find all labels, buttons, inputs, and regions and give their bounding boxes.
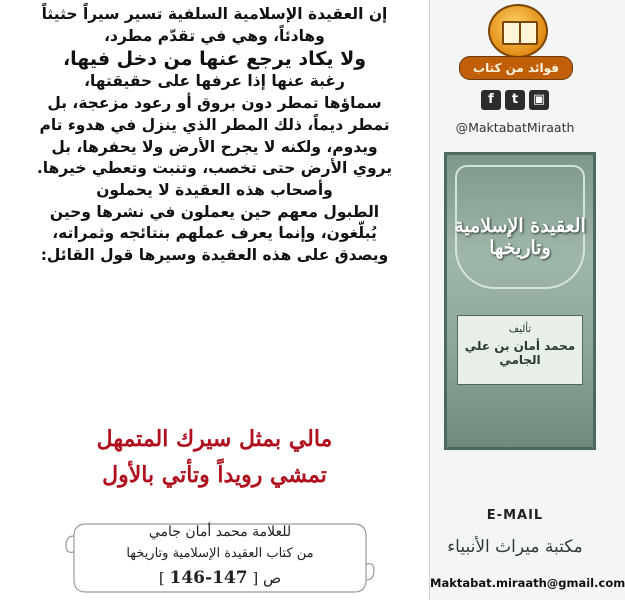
- quote-line: ويدوم، ولكنه لا يجرح الأرض ولا يحفرها، بل: [51, 137, 378, 156]
- instagram-icon[interactable]: ▣: [529, 90, 549, 110]
- quote-line: وأصحاب هذه العقيدة لا يحملون: [96, 180, 333, 199]
- book-title: العقيدة الإسلامية وتاريخها: [454, 215, 586, 259]
- pages-prefix: ص [: [252, 569, 282, 587]
- source-pages: [70, 565, 370, 591]
- book-icon: [488, 4, 548, 58]
- quote-text: [6, 4, 423, 267]
- source-book: من كتاب العقيدة الإسلامية وتاريخها: [126, 546, 314, 561]
- quote-line: الطبول معهم حين يعملون في نشرها وحين: [49, 202, 380, 221]
- logo-banner-text: فوائد من كتاب: [459, 56, 573, 80]
- pages-suffix: ]: [158, 569, 165, 587]
- social-icons: [477, 90, 553, 112]
- email-label: E-MAIL: [486, 508, 544, 523]
- twitter-icon[interactable]: t: [505, 90, 525, 110]
- email-address[interactable]: Maktabat.miraath@gmail.com: [430, 576, 625, 590]
- verse-line-2: تمشي رويداً وتأتي بالأول: [102, 462, 327, 488]
- benefits-logo: [453, 4, 577, 84]
- quote-line: سماؤها تمطر دون بروق أو رعود مزعجة، بل: [47, 94, 382, 113]
- author-plate: [457, 315, 583, 385]
- pages-number: 147-146: [169, 568, 248, 588]
- sidebar: [430, 0, 625, 600]
- library-logo: مكتبة ميراث الأنبياء: [447, 537, 583, 557]
- quote-line: تمطر ديماً، ذلك المطر الذي ينزل في هدوء تام: [39, 115, 390, 134]
- quote-line: رغبة عنها إذا عرفها على حقيقتها،: [84, 72, 345, 91]
- quote-line: وهادئاً، وهي في تقدّم مطرد،: [104, 26, 325, 45]
- facebook-icon[interactable]: f: [481, 90, 501, 110]
- book-cover: [444, 152, 596, 450]
- source-citation: [70, 521, 370, 593]
- author-name: محمد أمان بن علي الجامي: [464, 339, 576, 367]
- social-handle[interactable]: @MaktabatMiraath: [455, 120, 575, 135]
- author-label: تأليف: [508, 324, 532, 335]
- quote-line: يُبلّغون، وإنما يعرف عملهم بنتائجه وثمراته،: [52, 224, 377, 243]
- quote-line: إن العقيدة الإسلامية السلفية تسير سيراً حثيثاً: [41, 5, 388, 23]
- quote-line: يروي الأرض حتى تخصب، وتنبت وتعطي خيرها.: [36, 159, 393, 178]
- verse-line-1: مالي بمثل سيرك المتمهل: [96, 426, 333, 452]
- source-author: للعلامة محمد أمان جامي: [148, 524, 292, 540]
- quote-line: ويصدق على هذه العقيدة وسيرها قول القائل:: [40, 246, 389, 265]
- quote-line: ولا يكاد يرجع عنها من دخل فيها،: [62, 48, 367, 71]
